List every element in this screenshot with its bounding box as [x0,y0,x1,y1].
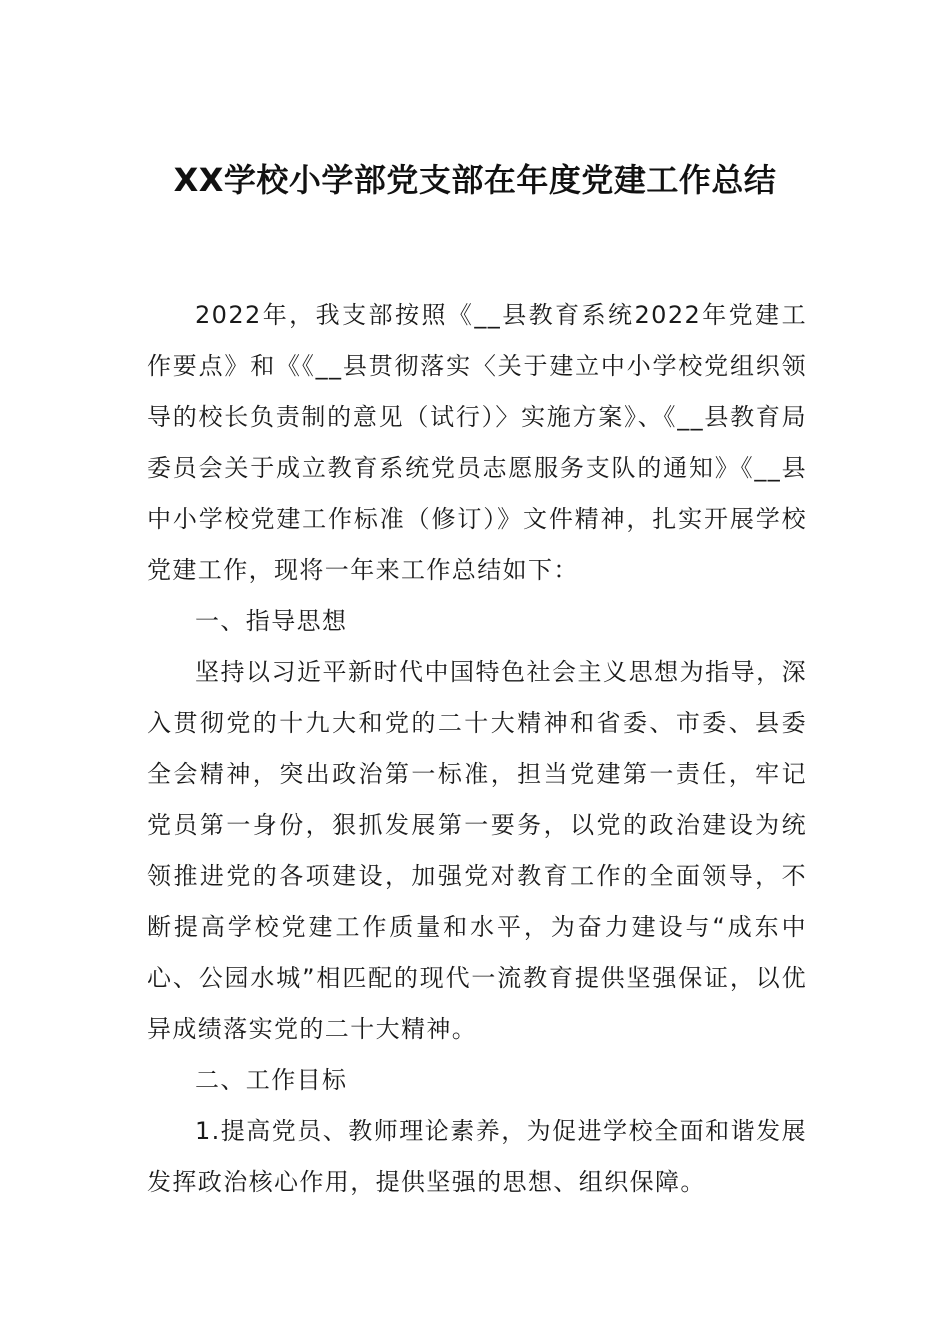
work-goal-item-1: 1.提高党员、教师理论素养，为促进学校全面和谐发展发挥政治核心作用，提供坚强的思想、组织保障。 [147,1117,807,1196]
section-heading-guiding-ideology: 一、指导思想 [195,607,348,635]
document-title: XX学校小学部党支部在年度党建工作总结 [173,161,777,199]
document-body [147,290,807,1208]
guiding-ideology-paragraph: 坚持以习近平新时代中国特色社会主义思想为指导，深入贯彻党的十九大和党的二十大精神和省委、市委、县委全会精神，突出政治第一标准，担当党建第一责任，牢记党员第一身份，狠抓发展第一要务，以党的政治建设为统领推进党的各项建设，加强党对教育工作的全面领导，不断提高学校党建工作质量和水平，为奋力建设与“成东中心、公园水城”相匹配的现代一流教育提供坚强保证，以优异成绩落实党的二十大精神。 [147,658,807,1043]
intro-paragraph: 2022年，我支部按照《__县教育系统2022年党建工作要点》和《《__县贯彻落实〈关于建立中小学校党组织领导的校长负责制的意见（试行）〉实施方案》、《__县教育局委员会关于成立教育系统党员志愿服务支队的通知》《__县中小学校党建工作标准（修订）》文件精神，扎实开展学校党建工作，现将一年来工作总结如下： [147,301,807,584]
section-heading-work-goals: 二、工作目标 [195,1066,348,1094]
